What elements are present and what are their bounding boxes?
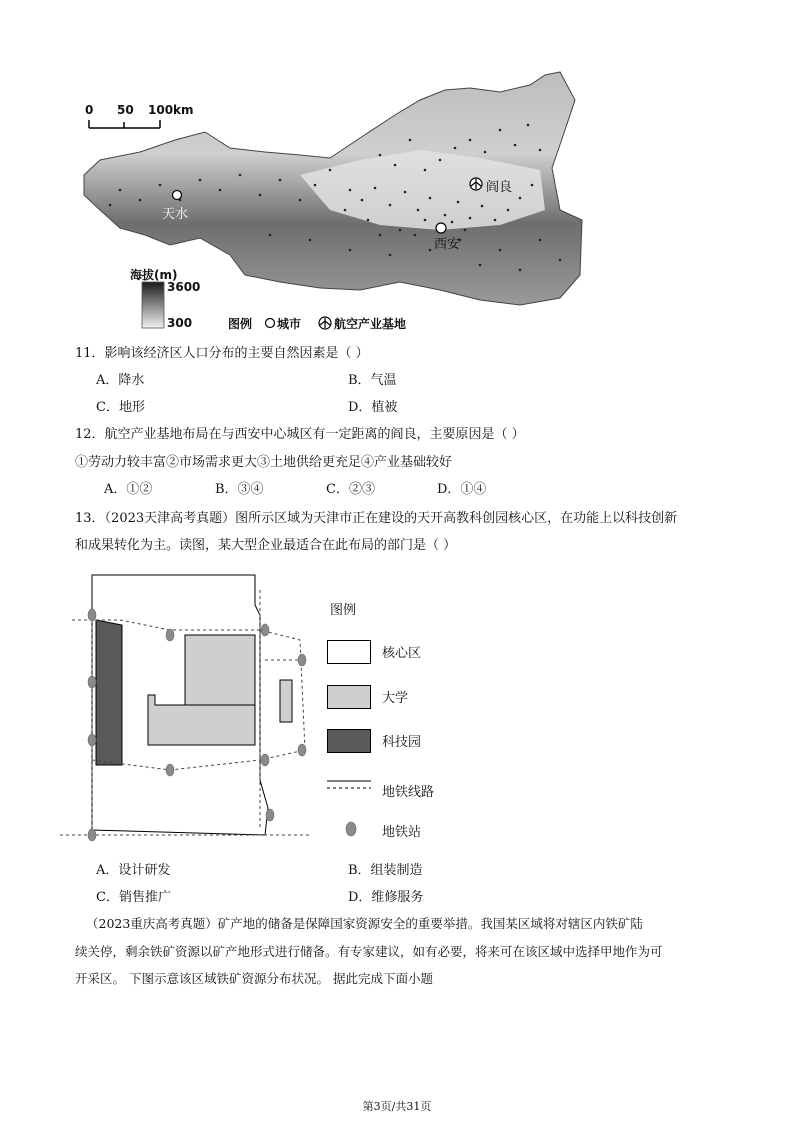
subway-station-6 xyxy=(88,734,96,746)
subway-station-7 xyxy=(166,764,174,776)
q13-option-a[interactable]: A．设计研发 xyxy=(96,863,171,878)
q11-option-d[interactable]: D．植被 xyxy=(348,400,398,415)
map1-legend-city: 城市 xyxy=(277,317,302,331)
legend-swatch-science-park xyxy=(327,729,371,753)
subway-station-3 xyxy=(261,624,269,636)
passage-line3: 开采区。 下图示意该区域铁矿资源分布状况。 据此完成下面小题 xyxy=(75,971,433,986)
subway-station-10 xyxy=(266,809,274,821)
q13-stem-line1: 13．（2023天津高考真题）图所示区域为天津市正在建设的天开高教科创园核心区，在功能上以科技创新 xyxy=(75,511,678,526)
legend-label-subway-line: 地铁线路 xyxy=(382,785,435,800)
city-label-yanliang: 阎良 xyxy=(486,180,513,195)
q12-option-d[interactable]: D．①④ xyxy=(437,482,487,497)
subway-station-11 xyxy=(88,829,96,841)
q12-option-c[interactable]: C．②③ xyxy=(326,482,375,497)
page-footer: 第3页/共31页 xyxy=(362,1100,432,1113)
economic-zone-map xyxy=(0,60,794,340)
q12-option-b[interactable]: B．③④ xyxy=(215,482,264,497)
q11-option-c[interactable]: C．地形 xyxy=(96,400,145,415)
elevation-max: 3600 xyxy=(167,280,201,294)
subway-station-8 xyxy=(261,754,269,766)
legend-label-science-park: 科技园 xyxy=(382,735,422,750)
q11-option-b[interactable]: B．气温 xyxy=(348,373,397,388)
q13-option-b[interactable]: B．组装制造 xyxy=(348,863,423,878)
subway-station-4 xyxy=(298,654,306,666)
q13-stem-line2: 和成果转化为主。读图，某大型企业最适合在此布局的部门是（ ） xyxy=(75,538,457,553)
subway-station-9 xyxy=(298,744,306,756)
university-block-3 xyxy=(280,680,292,722)
scale-tick-100: 100km xyxy=(148,103,194,117)
legend-subway-station xyxy=(344,820,358,838)
legend-subway-line xyxy=(327,776,371,796)
q12-conditions: ①劳动力较丰富②市场需求更大③土地供给更充足④产业基础较好 xyxy=(75,455,453,470)
university-block-1 xyxy=(185,635,255,705)
elevation-min: 300 xyxy=(167,316,193,330)
elevation-bar xyxy=(142,282,164,328)
passage-line2: 续关停，剩余铁矿资源以矿产地形式进行储备。有专家建议，如有必要，将来可在该区域中选择甲地作为可 xyxy=(75,944,663,959)
science-park-map xyxy=(60,560,320,850)
legend-label-university: 大学 xyxy=(382,691,409,706)
city-marker-tianshui xyxy=(173,191,182,200)
science-park-block xyxy=(96,620,122,765)
passage-line1: （2023重庆高考真题）矿产地的储备是保障国家资源安全的重要举措。我国某区域将对辖区内铁矿陆 xyxy=(86,916,643,931)
q11-option-a[interactable]: A．降水 xyxy=(96,373,145,388)
city-marker-xian xyxy=(436,223,446,233)
subway-station-2 xyxy=(166,629,174,641)
map1-legend-aviation: 航空产业基地 xyxy=(334,317,407,331)
legend-label-core: 核心区 xyxy=(382,646,422,661)
city-label-xian: 西安 xyxy=(434,237,461,252)
map2-legend-title: 图例 xyxy=(330,603,357,618)
q13-option-d[interactable]: D．维修服务 xyxy=(348,890,424,905)
legend-label-subway-station: 地铁站 xyxy=(382,825,422,840)
scale-bar xyxy=(89,120,160,128)
q12-option-a[interactable]: A．①② xyxy=(104,482,153,497)
scale-tick-0: 0 xyxy=(85,103,94,117)
city-label-tianshui: 天水 xyxy=(162,207,189,222)
subway-station-1 xyxy=(88,609,96,621)
subway-station-5 xyxy=(88,676,96,688)
scale-tick-50: 50 xyxy=(117,103,134,117)
aviation-base-marker xyxy=(470,178,482,190)
legend-swatch-university xyxy=(327,685,371,709)
q12-stem: 12．航空产业基地布局在与西安中心城区有一定距离的阎良，主要原因是（ ） xyxy=(75,427,525,442)
legend-swatch-core xyxy=(327,640,371,664)
elevation-title: 海拔(m) xyxy=(130,268,178,282)
q13-option-c[interactable]: C．销售推广 xyxy=(96,890,171,905)
map1-legend-title: 图例 xyxy=(228,317,253,331)
q11-stem: 11．影响该经济区人口分布的主要自然因素是（ ） xyxy=(75,346,369,361)
